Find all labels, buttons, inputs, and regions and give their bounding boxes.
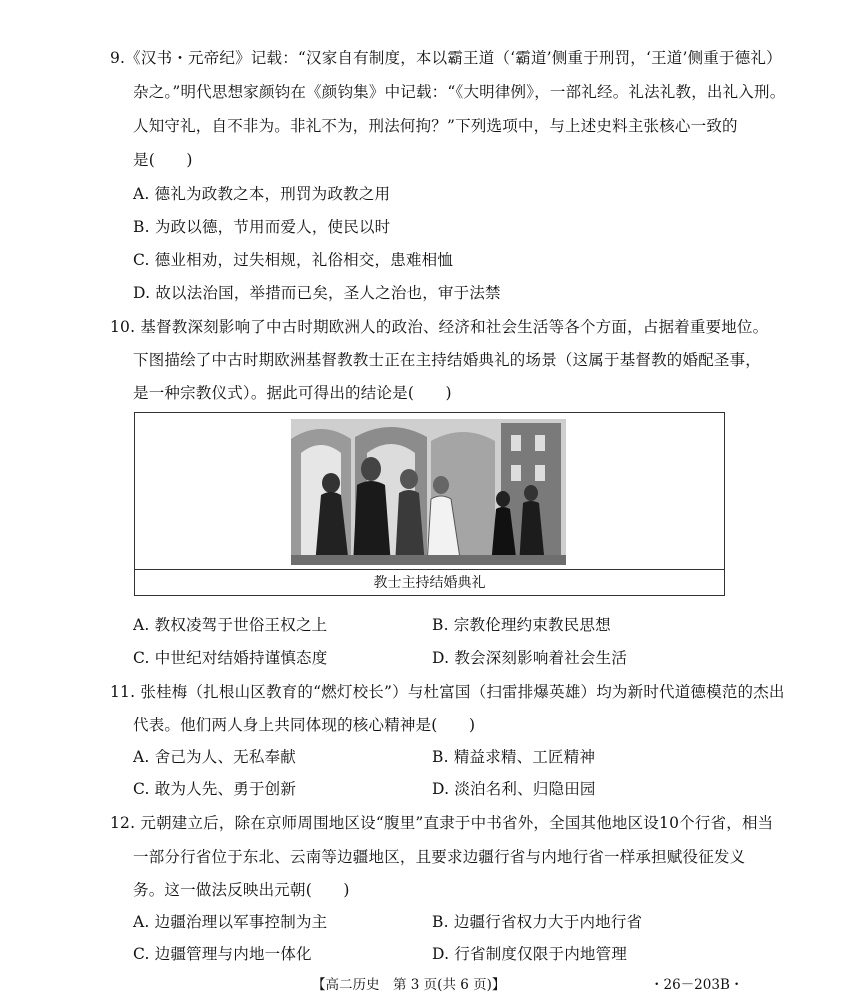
- q10-option-c: C. 中世纪对结婚持谨慎态度: [133, 649, 328, 667]
- q9-line-2: 杂之。”明代思想家颜钧在《颜钧集》中记载：“《大明律例》，一部礼经。礼法礼教，出礼入刑。: [133, 83, 786, 101]
- q9-line-1: 9.《汉书・元帝纪》记载：“汉家自有制度，本以霸王道（‘霸道’侧重于刑罚，‘王道’侧重于德礼）: [110, 49, 782, 67]
- q11-option-b: B. 精益求精、工匠精神: [432, 748, 596, 766]
- q10-line-1: 10. 基督教深刻影响了中古时期欧洲人的政治、经济和社会生活等各个方面，占据着重要地位。: [110, 318, 769, 336]
- q12-option-b: B. 边疆行省权力大于内地行省: [432, 913, 643, 931]
- q11-option-c: C. 敢为人先、勇于创新: [133, 780, 297, 798]
- q10-option-d: D. 教会深刻影响着社会生活: [432, 649, 628, 667]
- q9-option-a: A. 德礼为政教之本，刑罚为政教之用: [133, 185, 391, 203]
- wedding-illustration: [291, 419, 566, 565]
- q11-option-a: A. 舍己为人、无私奉献: [133, 748, 296, 766]
- q11-option-d: D. 淡泊名利、归隐田园: [432, 780, 596, 798]
- q12-line-3: 务。这一做法反映出元朝( ): [133, 881, 350, 899]
- q10-line-2: 下图描绘了中古时期欧洲基督教教士正在主持结婚典礼的场景（这属于基督教的婚配圣事，: [133, 351, 762, 369]
- q10-option-b: B. 宗教伦理约束教民思想: [432, 616, 611, 634]
- q12-option-a: A. 边疆治理以军事控制为主: [133, 913, 328, 931]
- q10-line-3: 是一种宗教仪式）。据此可得出的结论是( ): [133, 384, 452, 402]
- q12-line-1: 12. 元朝建立后，除在京师周围地区设“腹里”直隶于中书省外，全国其他地区设10个行省，相当: [110, 814, 774, 832]
- q10-option-a: A. 教权凌驾于世俗王权之上: [133, 616, 328, 634]
- q12-option-d: D. 行省制度仅限于内地管理: [432, 945, 628, 963]
- q9-option-d: D. 故以法治国，举措而已矣，圣人之治也，审于法禁: [133, 284, 501, 302]
- figure-caption: 教士主持结婚典礼: [373, 575, 486, 591]
- page-footer: 【高二历史 第 3 页(共 6 页)】: [312, 977, 506, 993]
- q12-option-c: C. 边疆管理与内地一体化: [133, 945, 312, 963]
- q11-line-2: 代表。他们两人身上共同体现的核心精神是( ): [133, 716, 476, 734]
- q9-line-3: 人知守礼，自不非为。非礼不为，刑法何拘？”下列选项中，与上述史料主张核心一致的: [133, 117, 738, 135]
- q12-line-2: 一部分行省位于东北、云南等边疆地区，且要求边疆行省与内地行省一样承担赋役征发义: [133, 848, 746, 866]
- q9-option-c: C. 德业相劝，过失相规，礼俗相交，患难相恤: [133, 251, 454, 269]
- q9-line-4: 是( ): [133, 151, 193, 169]
- q11-line-1: 11. 张桂梅（扎根山区教育的“燃灯校长”）与杜富国（扫雷排爆英雄）均为新时代道德模范的杰出: [110, 683, 785, 701]
- figure-box: [134, 412, 725, 596]
- exam-code: ・26－203B・: [650, 977, 744, 993]
- caption-divider: [135, 569, 724, 570]
- q9-option-b: B. 为政以德，节用而爱人，使民以时: [133, 218, 391, 236]
